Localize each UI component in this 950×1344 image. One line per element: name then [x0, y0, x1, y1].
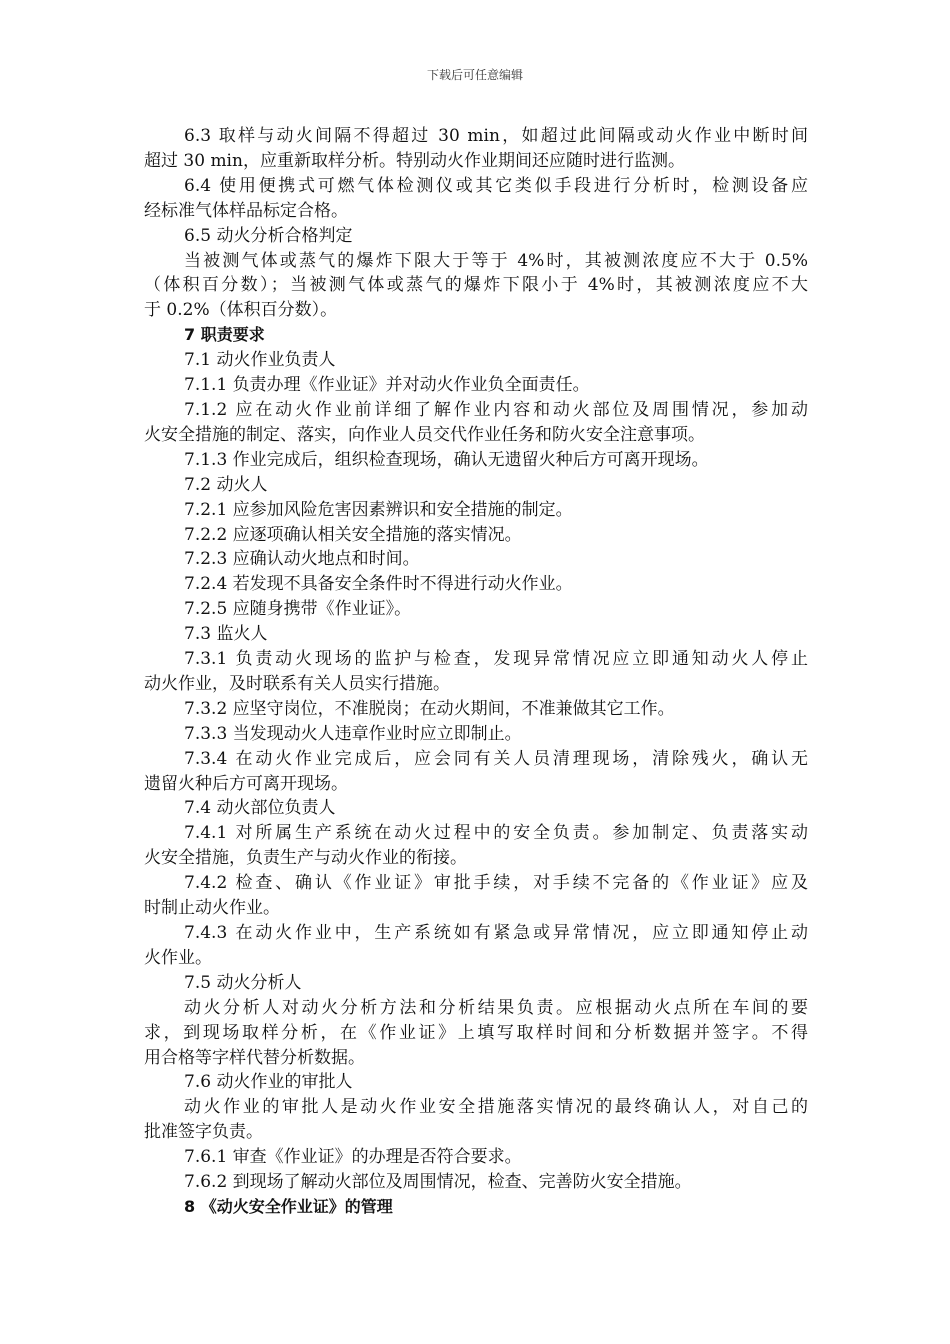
document-body — [144, 124, 808, 1220]
text-line: 当被测气体或蒸气的爆炸下限大于等于 4%时，其被测浓度应不大于 0.5% — [184, 250, 808, 271]
text-line: 7.3.3 当发现动火人违章作业时应立即制止。 — [184, 723, 522, 744]
text-line: 动火作业，及时联系有关人员实行措施。 — [144, 673, 450, 694]
text-line: 7.4.1 对所属生产系统在动火过程中的安全负责。参加制定、负责落实动 — [184, 823, 808, 844]
text-line: 7.3.4 在动火作业完成后，应会同有关人员清理现场，清除残火，确认无 — [184, 748, 808, 769]
section-heading: 8 《动火安全作业证》的管理 — [184, 1196, 393, 1216]
text-line: 7.4.2 检查、确认《作业证》审批手续，对手续不完备的《作业证》应及 — [184, 873, 808, 894]
subsection-heading: 7.3 监火人 — [184, 624, 268, 645]
text-line: 7.1.3 作业完成后，组织检查现场，确认无遗留火种后方可离开现场。 — [184, 449, 709, 470]
text-line: 7.2.5 应随身携带《作业证》。 — [184, 599, 412, 620]
text-line: 7.2.1 应参加风险危害因素辨识和安全措施的制定。 — [184, 499, 573, 520]
text-line: 7.1.1 负责办理《作业证》并对动火作业负全面责任。 — [184, 375, 590, 396]
text-line: 6.3 取样与动火间隔不得超过 30 min，如超过此间隔或动火作业中断时间 — [184, 126, 808, 146]
subsection-heading: 7.5 动火分析人 — [184, 972, 302, 993]
text-line: 7.2.3 应确认动火地点和时间。 — [184, 549, 420, 570]
text-line: 批准签字负责。 — [144, 1122, 263, 1143]
text-line: 超过 30 min，应重新取样分析。特别动火作业期间还应随时进行监测。 — [144, 150, 685, 171]
subsection-heading: 7.2 动火人 — [184, 474, 268, 495]
text-line: 7.3.1 负责动火现场的监护与检查，发现异常情况应立即通知动火人停止 — [184, 649, 808, 670]
text-line: 于 0.2%（体积百分数）。 — [144, 300, 338, 321]
text-line: 遗留火种后方可离开现场。 — [144, 773, 348, 794]
text-line: 6.4 使用便携式可燃气体检测仪或其它类似手段进行分析时，检测设备应 — [184, 175, 808, 196]
text-line: 7.6.1 审查《作业证》的办理是否符合要求。 — [184, 1147, 522, 1168]
text-line: 7.2.2 应逐项确认相关安全措施的落实情况。 — [184, 524, 522, 545]
text-line: 动火作业的审批人是动火作业安全措施落实情况的最终确认人，对自己的 — [184, 1097, 808, 1118]
page-header: 下载后可任意编辑 — [426, 68, 523, 82]
section-heading: 7 职责要求 — [184, 325, 265, 345]
text-line: 求，到现场取样分析，在《作业证》上填写取样时间和分析数据并签字。不得 — [144, 1022, 808, 1043]
text-line: 经标准气体样品标定合格。 — [144, 200, 348, 221]
text-line: 7.1.2 应在动火作业前详细了解作业内容和动火部位及周围情况，参加动 — [184, 399, 808, 420]
subsection-heading: 7.6 动火作业的审批人 — [184, 1072, 353, 1093]
text-line: （体积百分数）；当被测气体或蒸气的爆炸下限小于 4%时，其被测浓度应不大 — [144, 275, 808, 296]
text-line: 7.2.4 若发现不具备安全条件时不得进行动火作业。 — [184, 574, 573, 595]
subsection-heading: 6.5 动火分析合格判定 — [184, 225, 353, 246]
text-line: 用合格等字样代替分析数据。 — [144, 1047, 365, 1068]
subsection-heading: 7.4 动火部位负责人 — [184, 798, 336, 819]
subsection-heading: 7.1 动火作业负责人 — [184, 350, 336, 371]
text-line: 火作业。 — [144, 947, 212, 968]
text-line: 7.6.2 到现场了解动火部位及周围情况，检查、完善防火安全措施。 — [184, 1172, 692, 1193]
text-line: 7.3.2 应坚守岗位，不准脱岗；在动火期间，不准兼做其它工作。 — [184, 698, 675, 719]
text-line: 火安全措施的制定、落实，向作业人员交代作业任务和防火安全注意事项。 — [144, 424, 705, 445]
text-line: 动火分析人对动火分析方法和分析结果负责。应根据动火点所在车间的要 — [184, 997, 808, 1018]
text-line: 7.4.3 在动火作业中，生产系统如有紧急或异常情况，应立即通知停止动 — [184, 923, 808, 943]
text-line: 火安全措施，负责生产与动火作业的衔接。 — [144, 848, 467, 869]
text-line: 时制止动火作业。 — [144, 898, 280, 919]
